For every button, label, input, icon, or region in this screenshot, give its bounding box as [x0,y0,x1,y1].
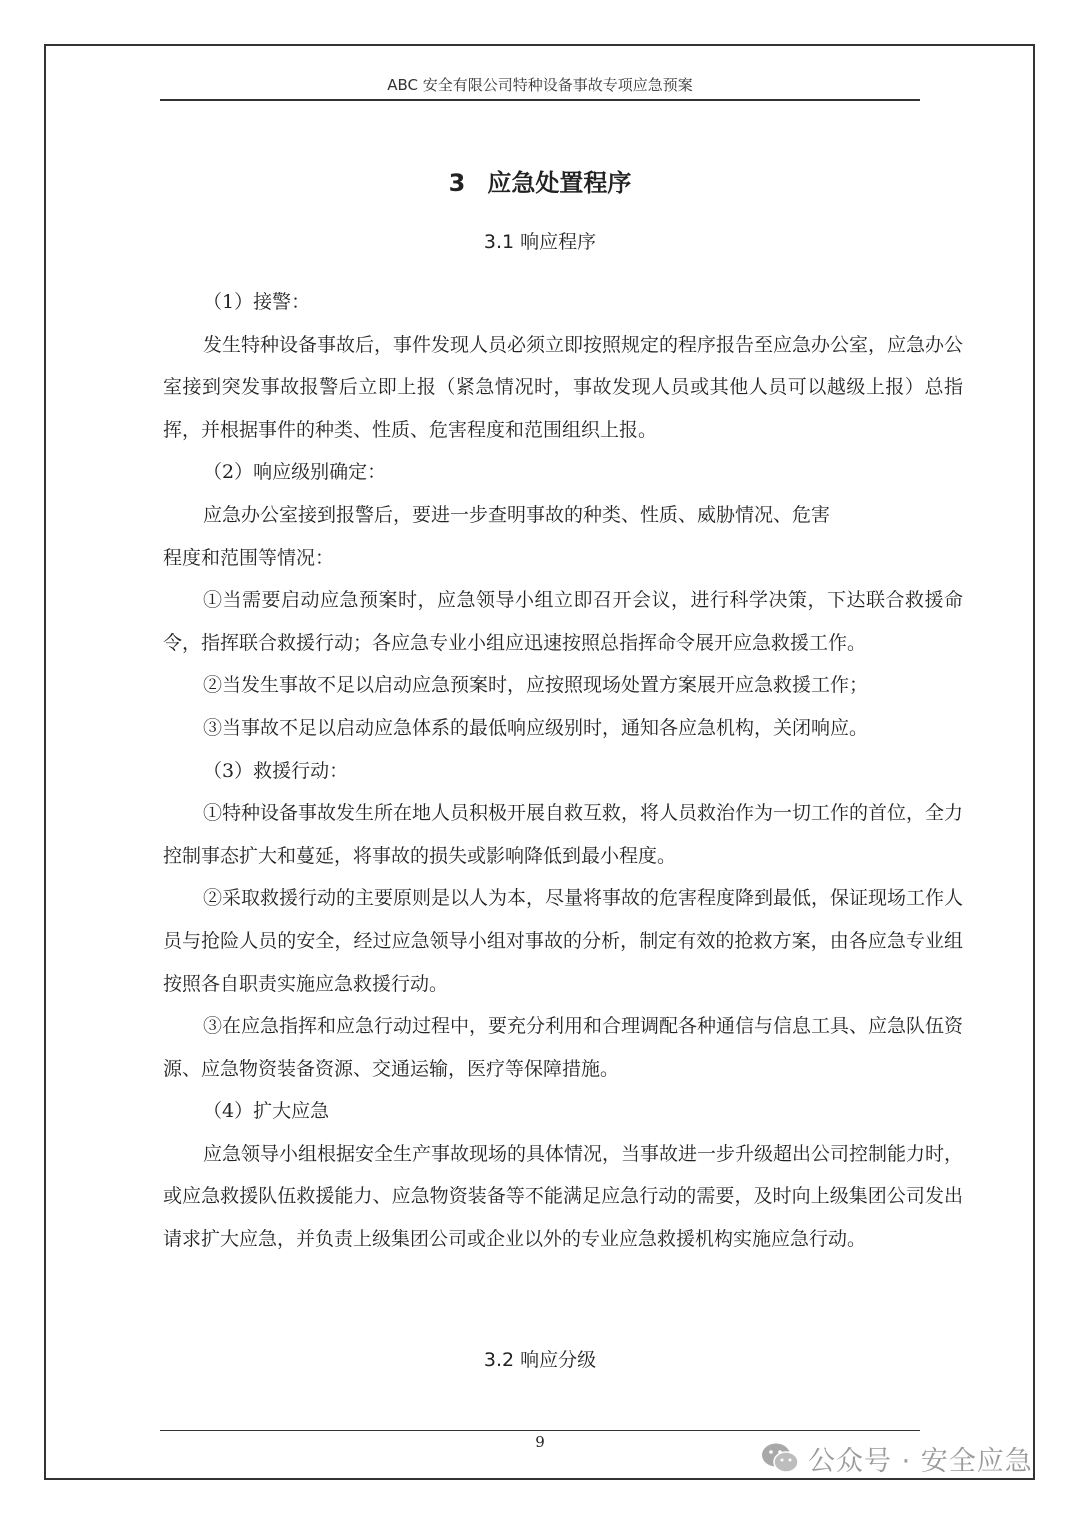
header-rule [160,99,920,101]
list-item: ②当发生事故不足以启动应急预案时，应按照现场处置方案展开应急救援工作； [203,674,869,697]
chapter-title: 应急处置程序 [487,169,632,197]
document-body [163,281,963,1261]
subheading-receive-alarm: （1）接警： [203,291,311,313]
subheading-response-level: （2）响应级别确定： [203,461,387,484]
subheading-expand-emergency: （4）扩大应急 [203,1100,330,1123]
paragraph: 应急办公室接到报警后，要进一步查明事故的种类、性质、威胁情况、危害 [203,503,831,526]
paragraph: 程度和范围等情况： [163,546,335,569]
paragraph: 应急领导小组根据安全生产事故现场的具体情况，当事故进一步升级超出公司控制能力时，或应急救援队伍救援能力、应急物资装备等不能满足应急行动的需要，及时向上级集团公司发出请求扩大应急，并负责上级集团公司或企业以外的专业应急救援机构实施应急行动。 [163,1142,964,1251]
watermark-text: 公众号 · 安全应急 [808,1445,1033,1477]
chapter-number: 3 [448,169,466,197]
footer-rule [160,1430,920,1431]
section-heading-3-2: 3.2 响应分级 [483,1349,597,1371]
wechat-icon [760,1441,800,1475]
list-item: ③在应急指挥和应急行动过程中，要充分利用和合理调配各种通信与信息工具、应急队伍资源、应急物资装备资源、交通运输，医疗等保障措施。 [163,1015,964,1080]
section-heading-3-1: 3.1 响应程序 [483,231,597,253]
page-number: 9 [535,1433,545,1451]
list-item: ①特种设备事故发生所在地人员积极开展自救互救，将人员救治作为一切工作的首位，全力控制事态扩大和蔓延，将事故的损失或影响降低到最小程度。 [163,802,964,867]
running-header: ABC 安全有限公司特种设备事故专项应急预案 [387,76,693,94]
watermark [760,1434,1033,1482]
list-item: ③当事故不足以启动应急体系的最低响应级别时，通知各应急机构，关闭响应。 [203,716,869,739]
chapter-heading [0,163,1080,198]
paragraph: 发生特种设备事故后，事件发现人员必须立即按照规定的程序报告至应急办公室，应急办公室接到突发事故报警后立即上报（紧急情况时，事故发现人员或其他人员可以越级上报）总指挥，并根据事件的种类、性质、危害程度和范围组织上报。 [163,333,964,441]
subheading-rescue-action: （3）救援行动： [203,759,349,782]
list-item: ①当需要启动应急预案时，应急领导小组立即召开会议，进行科学决策，下达联合救援命令，指挥联合救援行动；各应急专业小组应迅速按照总指挥命令展开应急救援工作。 [163,589,963,654]
list-item: ②采取救援行动的主要原则是以人为本，尽量将事故的危害程度降到最低，保证现场工作人员与抢险人员的安全，经过应急领导小组对事故的分析，制定有效的抢救方案，由各应急专业组按照各自职责实施应急救援行动。 [163,887,964,995]
